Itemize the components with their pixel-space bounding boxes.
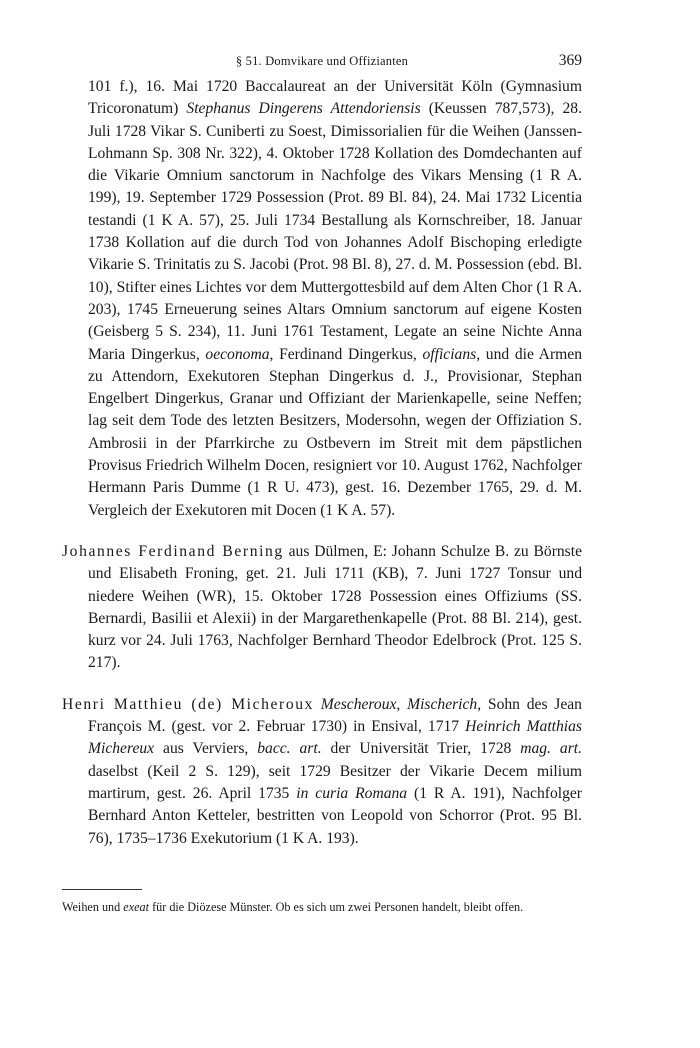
- entry: [62, 541, 582, 675]
- person-name: Henri Matthieu (de) Micheroux: [62, 695, 315, 713]
- text-run: für die Diözese Münster. Ob es sich um zwei Personen handelt, bleibt offen.: [149, 900, 524, 914]
- italic-text: Mescheroux, Mischerich: [320, 695, 478, 713]
- italic-text: oeconoma: [205, 345, 270, 363]
- footnote-text: [62, 899, 582, 916]
- person-name: Johannes Ferdinand Berning: [62, 542, 284, 560]
- italic-text: Stephanus Dingerens Attendoriensis: [186, 100, 421, 118]
- text-run: 101 f.), 16. Mai 1720 Baccalaureat an der Universität Köln (Gymnasium Tricoronatum): [88, 78, 582, 118]
- footnote-rule: [62, 889, 142, 890]
- italic-text: in curia Romana: [296, 784, 408, 802]
- page-number: 369: [558, 52, 582, 69]
- footnote: [62, 899, 582, 916]
- text-run: , und die Armen zu Attendorn, Exekutoren Stephan Dingerkus d. J., Provisionar, Stephan Engelbert Dingerkus, Granar und Offiziant der Marienkapelle, seine Neffen; lag seit dem Tode des letzten Besitzers, Modersohn, wegen der Offiziation S. Ambrosii in der Pfarrkirche zu Ostbevern im Streit mit dem päpstlichen Provisus Friedrich Wilhelm Docen, resigniert vor 10. August 1762, Nachfolger Hermann Paris Dumme (1 R U. 473), gest. 16. Dezember 1765, 29. d. M. Vergleich der Exekutoren mit Docen (1 K A. 57).: [88, 345, 582, 519]
- text-run: [314, 696, 321, 713]
- entry-text: [62, 76, 582, 522]
- italic-text: bacc. art.: [257, 740, 322, 758]
- entry-text: [62, 694, 582, 850]
- text-run: aus Dülmen, E: Johann Schulze B. zu Börnste und Elisabeth Froning, get. 21. Juli 1711 (KB), 7. Juni 1727 Tonsur und niedere Weihen (WR), 15. Oktober 1728 Possession eines Offiziums (SS. Bernardi, Basilii et Alexii) in der Margarethenkapelle (Prot. 88 Bl. 214), gest. kurz vor 24. Juli 1763, Nachfolger Bernhard Theodor Edelbrock (Prot. 125 S. 217).: [88, 542, 583, 672]
- entry-text: [62, 541, 582, 675]
- running-title: § 51. Domvikare und Offizianten: [235, 54, 409, 68]
- entry: [62, 76, 582, 522]
- text-run: (Keussen 787,573), 28. Juli 1728 Vikar S. Cuniberti zu Soest, Dimissorialien für die Weihen (Janssen-Lohmann Sp. 308 Nr. 322), 4. Oktober 1728 Kollation des Domdechanten auf die Vikarie Omnium sanctorum in Nachfolge des Vikars Mensing (1 R A. 199), 19. September 1729 Possession (Prot. 89 Bl. 84), 24. Mai 1732 Licentia testandi (1 K A. 57), 25. Juli 1734 Bestallung als Kornschreiber, 18. Januar 1738 Kollation auf die durch Tod von Johannes Adolf Bischoping erledigte Vikarie S. Trinitatis zu S. Jacobi (Prot. 98 Bl. 8), 27. d. M. Possession (ebd. Bl. 10), Stifter eines Lichtes vor dem Muttergottesbild auf dem Alten Chor (1 R A. 203), 1745 Erneuerung seines Altars Omnium sanctorum auf eigene Kosten (Geisberg 5 S. 234), 11. Juni 1761 Testament, Legate an seine Nichte Anna Maria Dingerkus,: [88, 100, 582, 363]
- text-run: Weihen und: [62, 900, 124, 914]
- italic-text: mag. art.: [520, 740, 582, 758]
- entries: [62, 76, 582, 850]
- text-run: aus Verviers,: [154, 740, 258, 758]
- running-head: [62, 52, 582, 72]
- text-run: , Ferdinand Dingerkus,: [269, 345, 423, 363]
- text-run: , Sohn des Jean François M. (gest. vor 2. Februar 1730) in Ensival, 1717: [88, 695, 582, 736]
- text-run: der Universität Trier, 1728: [321, 740, 521, 758]
- text-run: daselbst (Keil 2 S. 129), seit 1729 Besitzer der Vikarie Decem milium martirum, gest. 26. April 1735: [88, 762, 582, 802]
- italic-text: exeat: [123, 900, 150, 914]
- entry: [62, 694, 582, 850]
- text-run: (1 R A. 191), Nachfolger Bernhard Anton Ketteler, bestritten von Leopold von Schorror (Prot. 95 Bl. 76), 1735–1736 Exekutorium (1 K A. 193).: [88, 784, 582, 847]
- italic-text: Heinrich Matthias Michereux: [88, 718, 582, 758]
- italic-text: officians: [422, 345, 477, 363]
